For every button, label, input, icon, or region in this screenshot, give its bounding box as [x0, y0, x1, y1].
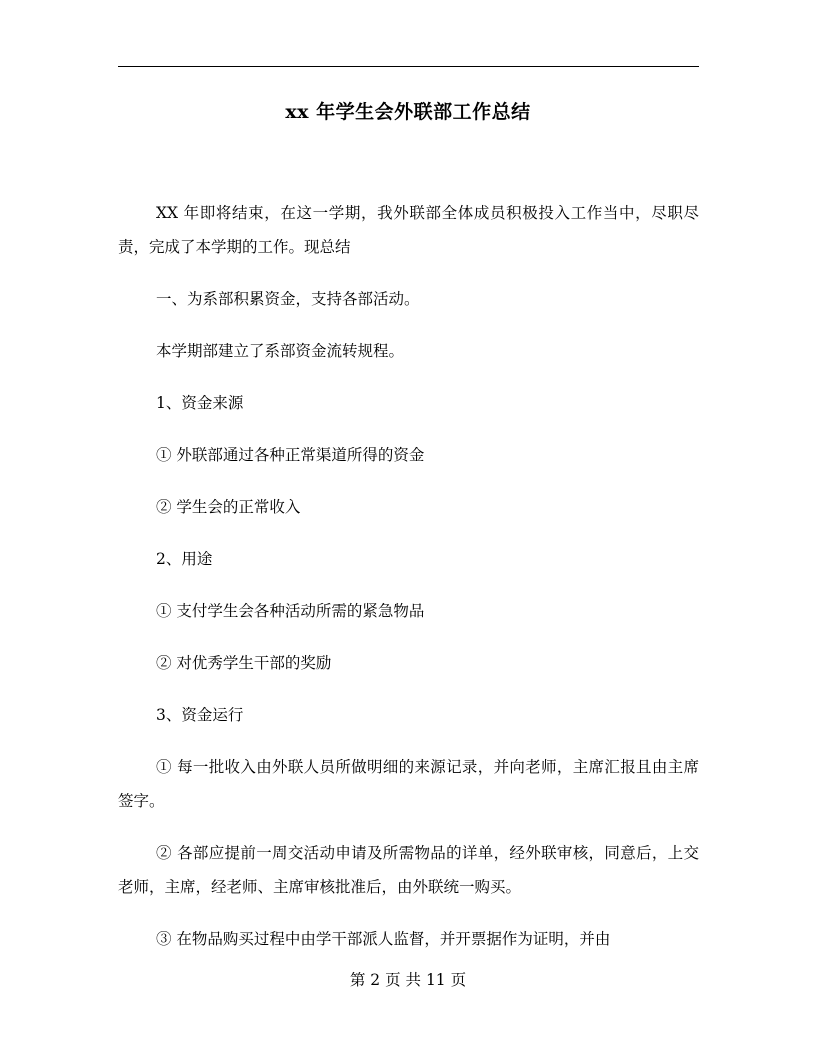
list-item: ① 每一批收入由外联人员所做明细的来源记录，并向老师，主席汇报且由主席签字。 [118, 758, 699, 810]
header-rule [118, 66, 699, 67]
list-item: ② 对优秀学生干部的奖励 [156, 654, 332, 672]
list-item: ① 外联部通过各种正常渠道所得的资金 [156, 446, 425, 464]
list-item: ① 支付学生会各种活动所需的紧急物品 [156, 602, 425, 620]
document-body [118, 196, 699, 974]
list-item: ③ 在物品购买过程中由学干部派人监督，并开票据作为证明，并由 [156, 930, 611, 948]
document-title: xx 年学生会外联部工作总结 [285, 101, 531, 123]
page-footer: 第 2 页 共 11 页 [349, 971, 467, 989]
list-item: ② 学生会的正常收入 [156, 498, 301, 516]
section-heading-1: 一、为系部积累资金，支持各部活动。 [156, 290, 420, 308]
list-heading-operation: 3、资金运行 [156, 706, 244, 724]
paragraph: 本学期部建立了系部资金流转规程。 [156, 342, 405, 360]
list-heading-funding-source: 1、资金来源 [156, 394, 244, 412]
list-item: ② 各部应提前一周交活动申请及所需物品的详单，经外联审核，同意后，上交老师，主席，经老师、主席审核批准后，由外联统一购买。 [118, 844, 699, 896]
list-heading-usage: 2、用途 [156, 550, 213, 568]
paragraph-intro: XX 年即将结束，在这一学期，我外联部全体成员积极投入工作当中，尽职尽责，完成了本学期的工作。现总结 [118, 204, 699, 256]
